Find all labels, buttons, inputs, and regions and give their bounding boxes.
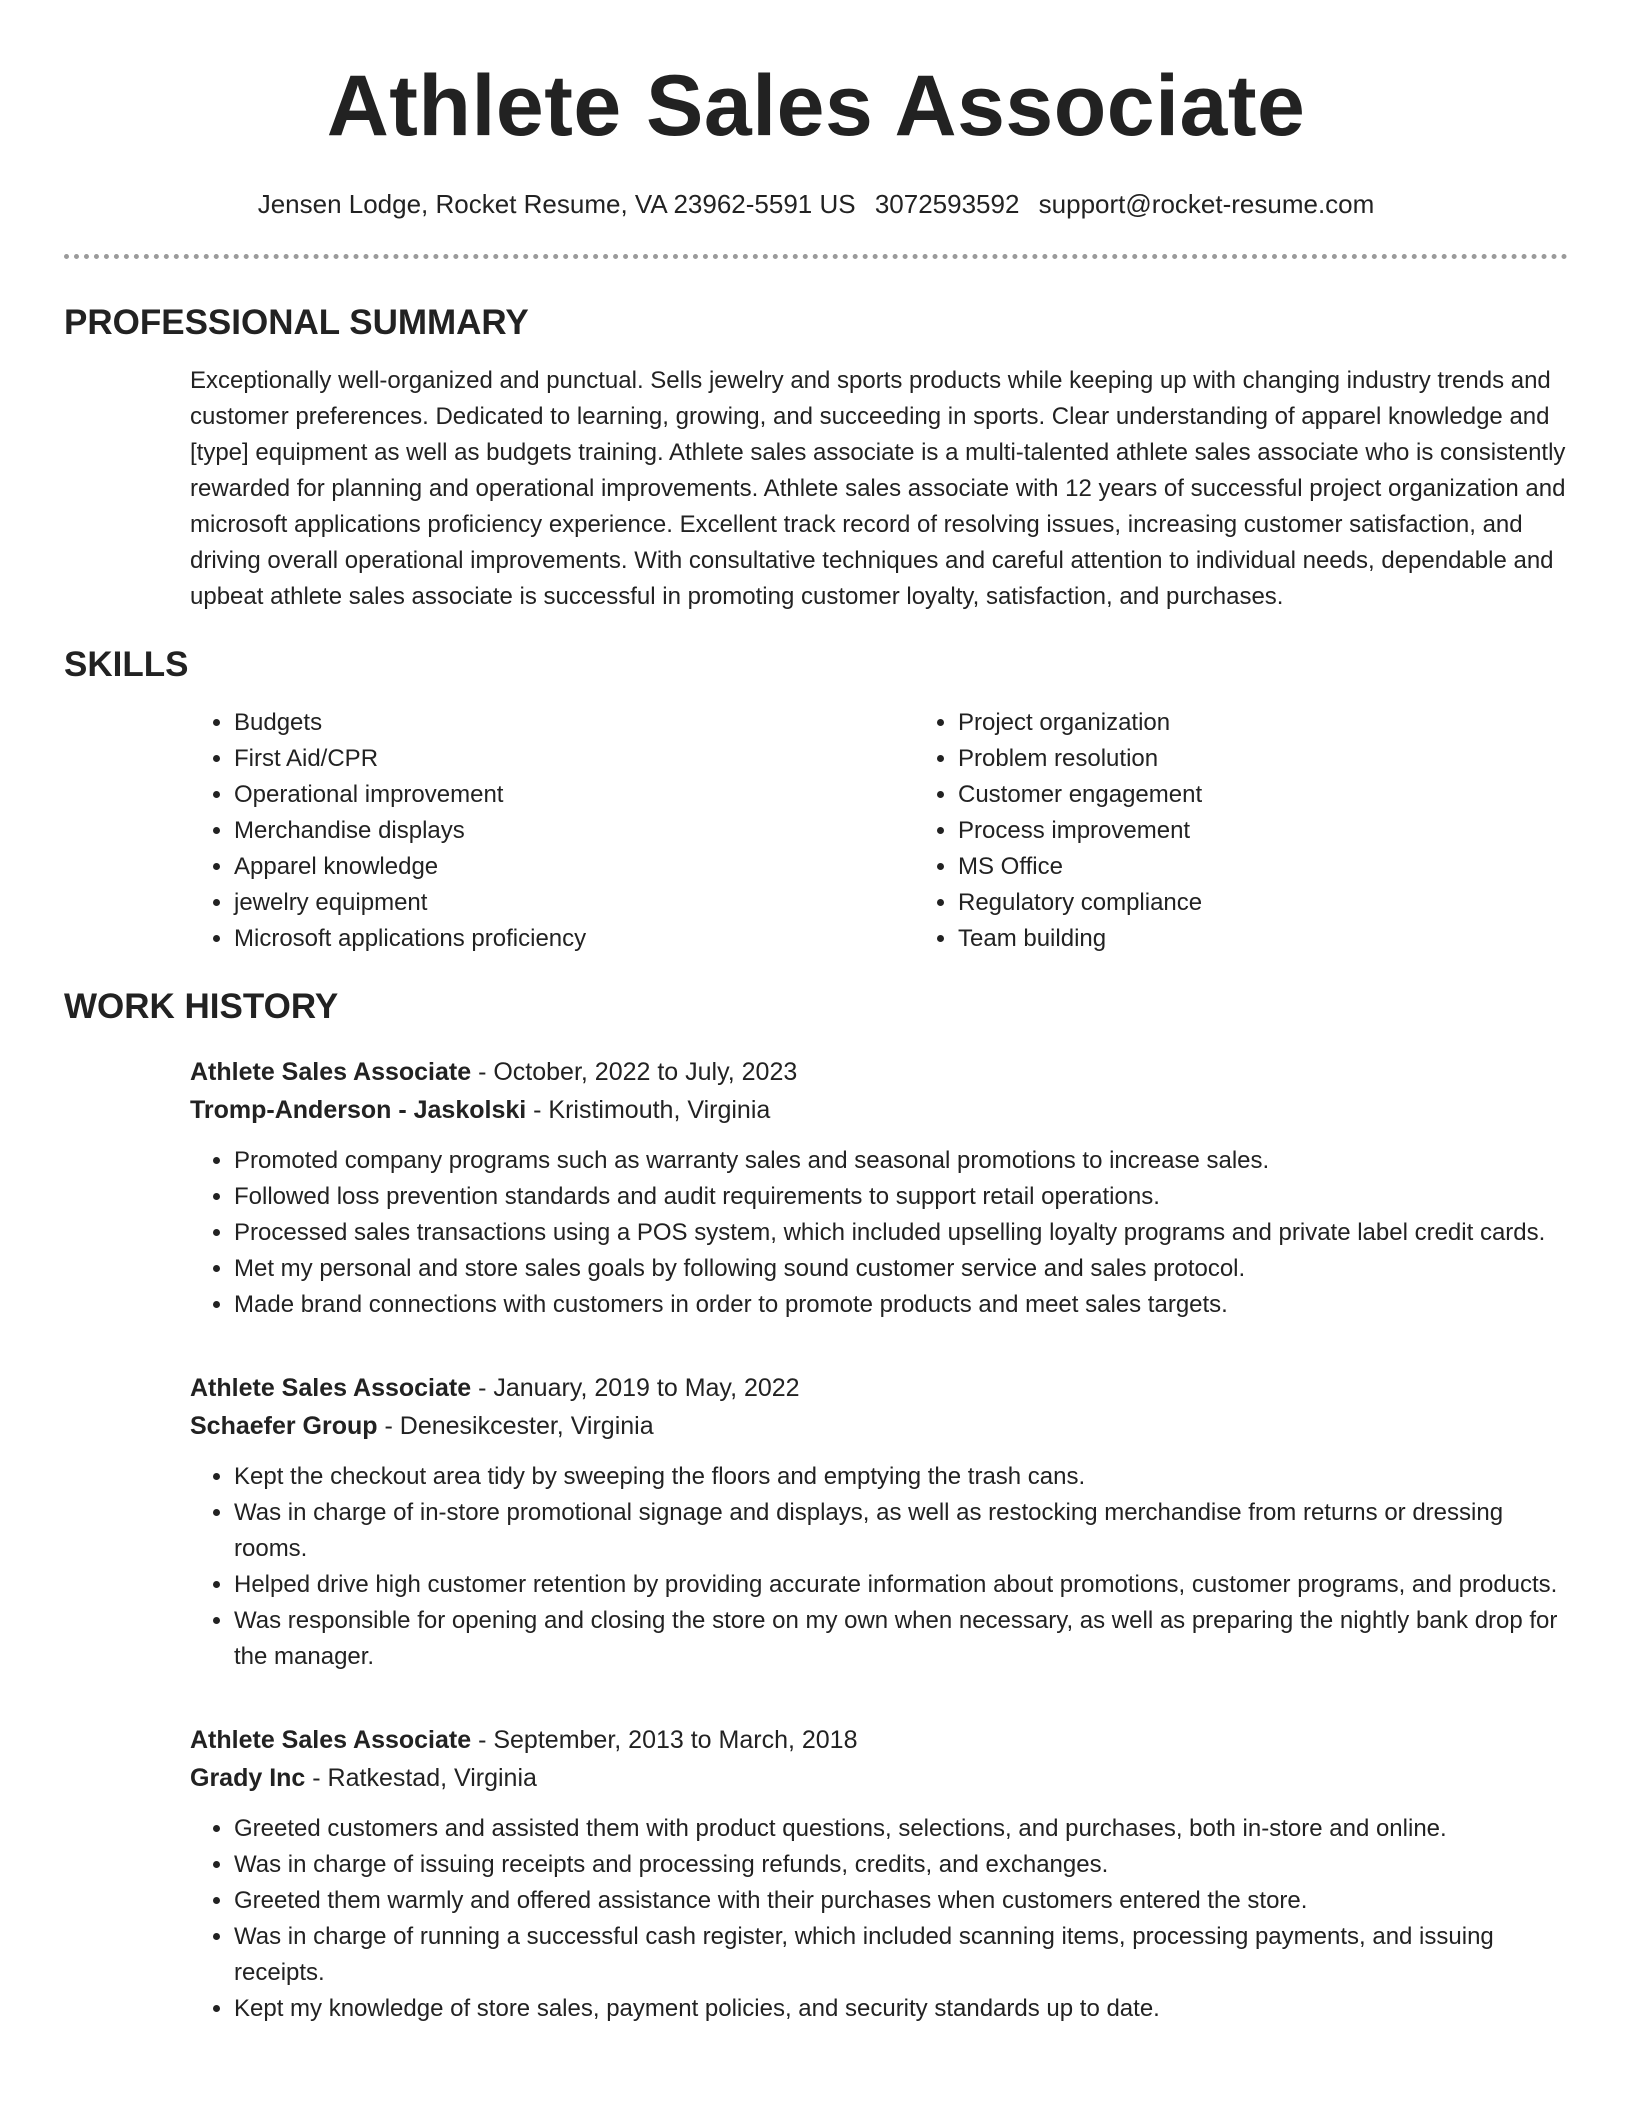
job-company-line — [190, 1759, 1568, 1797]
job-title-line — [190, 1053, 1568, 1091]
skills-heading: SKILLS — [64, 645, 189, 684]
job-bullet: • Was in charge of in-store promotional signage and displays, as well as restocking merchandise from returns or dressing rooms. — [234, 1495, 1568, 1567]
skill-item: • Regulatory compliance — [958, 885, 1202, 921]
contact-phone: 3072593592 — [874, 189, 1020, 219]
job-location: - Kristimouth, Virginia — [526, 1096, 771, 1124]
job-bullet: • Was in charge of running a successful cash register, which included scanning items, processing payments, and issuing receipts. — [234, 1919, 1568, 1991]
job-dates: - October, 2022 to July, 2023 — [471, 1058, 798, 1086]
job-title-line — [190, 1721, 1568, 1759]
job-bullet: • Greeted customers and assisted them with product questions, selections, and purchases, both in-store and online. — [234, 1811, 1568, 1847]
job-bullets — [190, 1459, 1568, 1675]
job-bullets — [190, 1143, 1568, 1323]
job-bullets — [190, 1811, 1568, 2027]
skill-item: • Operational improvement — [234, 777, 914, 813]
job-company: Schaefer Group — [190, 1412, 378, 1440]
work-heading: WORK HISTORY — [64, 987, 339, 1026]
skills-column-left — [190, 705, 914, 957]
job-company-line — [190, 1407, 1568, 1445]
job-bullet: • Met my personal and store sales goals by following sound customer service and sales protocol. — [234, 1251, 1568, 1287]
job-title-line — [190, 1369, 1568, 1407]
job-title: Athlete Sales Associate — [190, 1374, 472, 1402]
job-title: Athlete Sales Associate — [190, 1058, 472, 1086]
job-entry — [190, 1721, 1568, 2027]
skill-item: • jewelry equipment — [234, 885, 914, 921]
header-divider — [64, 254, 1568, 259]
contact-line — [0, 188, 1632, 220]
skill-item: • Process improvement — [958, 813, 1202, 849]
job-dates: - January, 2019 to May, 2022 — [471, 1374, 800, 1402]
job-bullet: • Kept my knowledge of store sales, payment policies, and security standards up to date. — [234, 1991, 1568, 2027]
job-bullet: • Was in charge of issuing receipts and processing refunds, credits, and exchanges. — [234, 1847, 1568, 1883]
job-location: - Denesikcester, Virginia — [377, 1412, 654, 1440]
resume-title: Athlete Sales Associate — [326, 58, 1306, 154]
skills-column-right — [914, 705, 1202, 957]
job-bullet: • Processed sales transactions using a POS system, which included upselling loyalty programs and private label credit cards. — [234, 1215, 1568, 1251]
job-company: Tromp-Anderson - Jaskolski — [190, 1096, 527, 1124]
skill-item: • Problem resolution — [958, 741, 1202, 777]
job-dates: - September, 2013 to March, 2018 — [471, 1726, 858, 1754]
job-title: Athlete Sales Associate — [190, 1726, 472, 1754]
contact-address: Jensen Lodge, Rocket Resume, VA 23962-5591 US — [257, 189, 856, 219]
job-company-line — [190, 1091, 1568, 1129]
summary-heading: PROFESSIONAL SUMMARY — [64, 303, 529, 342]
skill-item: • Budgets — [234, 705, 914, 741]
skill-item: • Customer engagement — [958, 777, 1202, 813]
skill-item: • Project organization — [958, 705, 1202, 741]
job-location: - Ratkestad, Virginia — [305, 1764, 537, 1792]
job-bullet: • Followed loss prevention standards and audit requirements to support retail operations. — [234, 1179, 1568, 1215]
job-bullet: • Greeted them warmly and offered assistance with their purchases when customers entered the store. — [234, 1883, 1568, 1919]
skill-item: • Microsoft applications proficiency — [234, 921, 914, 957]
skill-item: • First Aid/CPR — [234, 741, 914, 777]
job-bullet: • Helped drive high customer retention by providing accurate information about promotions, customer programs, and products. — [234, 1567, 1568, 1603]
job-bullet: • Was responsible for opening and closing the store on my own when necessary, as well as preparing the nightly bank drop for the manager. — [234, 1603, 1568, 1675]
skill-item: • Apparel knowledge — [234, 849, 914, 885]
job-entry — [190, 1369, 1568, 1675]
contact-email: support@rocket-resume.com — [1038, 189, 1375, 219]
job-company: Grady Inc — [190, 1764, 306, 1792]
summary-text: Exceptionally well-organized and punctual. Sells jewelry and sports products while keeping up with changing industry trends and customer preferences. Dedicated to learning, growing, and succeeding in sports. Clear understanding of apparel knowledge and [type] equipment as well as budgets training. Athlete sales associate is a multi-talented athlete sales associate who is consistently rewarded for planning and operational improvements. Athlete sales associate with 12 years of successful project organization and microsoft applications proficiency experience. Excellent track record of resolving issues, increasing customer satisfaction, and driving overall operational improvements. With consultative techniques and careful attention to individual needs, dependable and upbeat athlete sales associate is successful in promoting customer loyalty, satisfaction, and purchases. — [190, 367, 1566, 610]
skill-item: • Team building — [958, 921, 1202, 957]
job-entry — [190, 1053, 1568, 1323]
job-bullet: • Kept the checkout area tidy by sweeping the floors and emptying the trash cans. — [234, 1459, 1568, 1495]
skills-list — [190, 705, 1568, 957]
skill-item: • Merchandise displays — [234, 813, 914, 849]
skill-item: • MS Office — [958, 849, 1202, 885]
job-bullet: • Made brand connections with customers in order to promote products and meet sales targets. — [234, 1287, 1568, 1323]
job-bullet: • Promoted company programs such as warranty sales and seasonal promotions to increase sales. — [234, 1143, 1568, 1179]
